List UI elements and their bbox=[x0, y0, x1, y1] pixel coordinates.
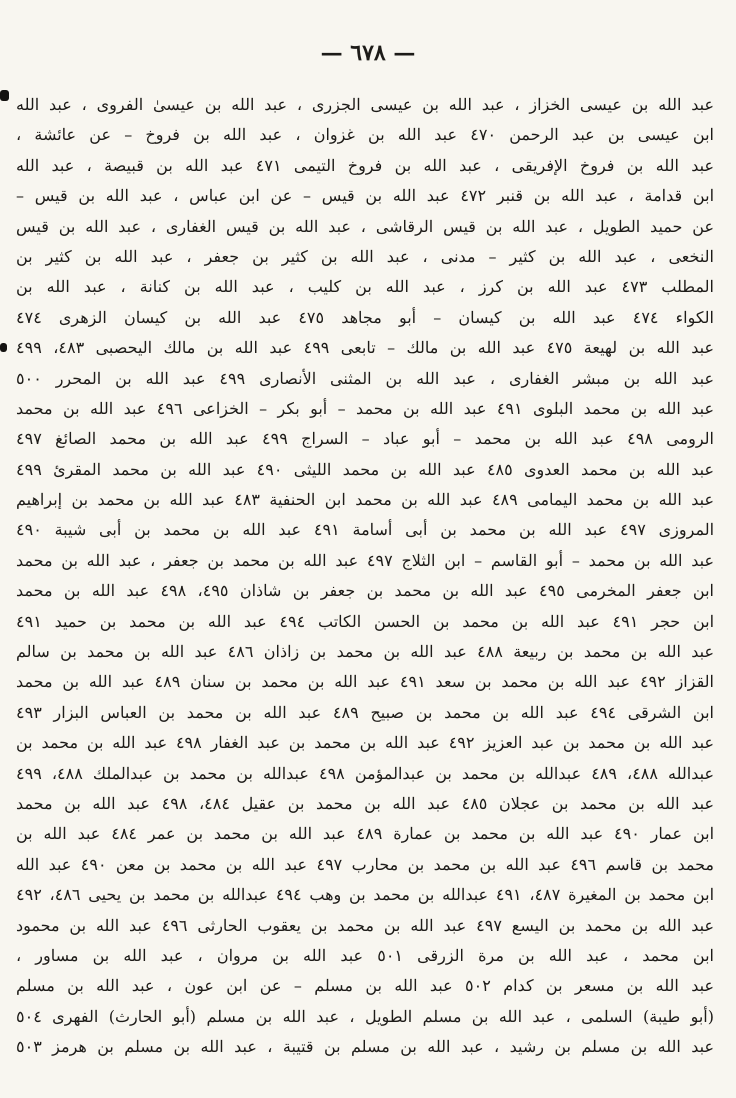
text-line: عبد الله بن محمد بن عجلان ٤٨٥ عبد الله بن محمد بن عقيل ٤٨٤، ٤٩٨ عبد الله بن محمد bbox=[16, 793, 714, 813]
text-line: عبد الله بن لهيعة ٤٧٥ عبد الله بن مالك – تابعى ٤٩٩ عبد الله بن مالك اليحصبى ٤٨٣، ٤٩٩ bbox=[16, 338, 714, 358]
text-line: المروزى ٤٩٧ عبد الله بن محمد بن أبى أسامة ٤٩١ عبد الله بن محمد بن أبى شيبة ٤٩٠ bbox=[16, 520, 714, 540]
text-line: ابن قدامة ، عبد الله بن قنبر ٤٧٢ عبد الله بن قيس – عن ابن عباس ، عبد الله بن قيس – bbox=[16, 186, 714, 206]
text-line: عبد الله بن محمد بن ربيعة ٤٨٨ عبد الله بن محمد بن زاذان ٤٨٦ عبد الله بن محمد بن سالم bbox=[16, 642, 714, 662]
page-number: — ٦٧٨ — bbox=[320, 40, 416, 66]
text-line: ابن محمد ، عبد الله بن مرة الزرقى ٥٠١ عبد الله بن مروان ، عبد الله بن مساور ، bbox=[16, 945, 714, 965]
margin-ink-mark bbox=[0, 90, 9, 101]
text-line: محمد بن قاسم ٤٩٦ عبد الله بن محمد بن محارب ٤٩٧ عبد الله بن محمد بن معن ٤٩٠ عبد الله bbox=[16, 854, 714, 874]
text-line: عن حميد الطويل ، عبد الله بن قيس الرقاشى ، عبد الله بن قيس الغفارى ، عبد الله بن قيس bbox=[16, 216, 714, 236]
index-text-block bbox=[16, 90, 714, 1063]
text-line: القزاز ٤٩٢ عبد الله بن محمد بن سعد ٤٩١ عبد الله بن محمد بن سنان ٤٨٩ عبد الله بن محمد bbox=[16, 672, 714, 692]
text-line: ابن عيسى بن عبد الرحمن ٤٧٠ عبد الله بن غزوان ، عبد الله بن فروخ – عن عائشة ، bbox=[16, 125, 714, 145]
margin-ink-mark bbox=[0, 343, 7, 352]
text-line: عبد الله بن عيسى الخزاز ، عبد الله بن عيسى الجزرى ، عبد الله بن عيسىٰ الفروى ، عبد الله bbox=[16, 95, 714, 114]
text-line: ابن حجر ٤٩١ عبد الله بن محمد بن الحسن الكاتب ٤٩٤ عبد الله بن محمد بن حميد ٤٩١ bbox=[16, 611, 714, 631]
text-line: عبد الله بن مسعر بن كدام ٥٠٢ عبد الله بن مسلم – عن ابن عون ، عبد الله بن مسلم bbox=[16, 976, 714, 996]
text-line: عبدالله ٤٨٨، ٤٨٩ عبدالله بن محمد بن عبدالمؤمن ٤٩٨ عبدالله بن محمد بن عبدالملك ٤٨٨، ٤٩٩ bbox=[16, 763, 714, 783]
text-line: ابن جعفر المخرمى ٤٩٥ عبد الله بن محمد بن جعفر بن شاذان ٤٩٥، ٤٩٨ عبد الله بن محمد bbox=[16, 581, 714, 601]
text-line: الكواء ٤٧٤ عبد الله بن كيسان – أبو مجاهد ٤٧٥ عبد الله بن كيسان الزهرى ٤٧٤ bbox=[16, 307, 714, 327]
text-line: ابن محمد بن المغيرة ٤٨٧، ٤٩١ عبدالله بن محمد بن وهب ٤٩٤ عبدالله بن محمد بن يحيى ٤٨٦، ٤٩٢ bbox=[16, 885, 714, 905]
text-line: عبد الله بن محمد البلوى ٤٩١ عبد الله بن محمد – أبو بكر – الخزاعى ٤٩٦ عبد الله بن محمد bbox=[16, 398, 714, 418]
text-line: عبد الله بن محمد اليمامى ٤٨٩ عبد الله بن محمد ابن الحنفية ٤٨٣ عبد الله بن محمد بن إبراهيم bbox=[16, 490, 714, 510]
text-line: عبد الله بن محمد بن اليسع ٤٩٧ عبد الله بن محمد بن يعقوب الحارثى ٤٩٦ عبد الله بن محمود bbox=[16, 915, 714, 935]
text-line: ابن عمار ٤٩٠ عبد الله بن محمد بن عمارة ٤٨٩ عبد الله بن محمد بن عمر ٤٨٤ عبد الله بن bbox=[16, 824, 714, 844]
text-line: عبد الله بن محمد – أبو القاسم – ابن الثلاج ٤٩٧ عبد الله بن محمد بن جعفر ، عبد الله بن محمد bbox=[16, 550, 714, 570]
text-line: ابن الشرقى ٤٩٤ عبد الله بن محمد بن صبيح ٤٨٩ عبد الله بن محمد بن العباس البزار ٤٩٣ bbox=[16, 702, 714, 722]
text-line: النخعى ، عبد الله بن كثير – مدنى ، عبد الله بن كثير بن جعفر ، عبد الله بن كثير بن bbox=[16, 246, 714, 266]
text-line: عبد الله بن محمد العدوى ٤٨٥ عبد الله بن محمد الليثى ٤٩٠ عبد الله بن محمد المقرئ ٤٩٩ bbox=[16, 459, 714, 479]
text-line: عبد الله بن مسلم بن رشيد ، عبد الله بن مسلم بن قتيبة ، عبد الله بن مسلم بن هرمز ٥٠٣ bbox=[16, 1037, 714, 1057]
text-line: (أبو طيبة) السلمى ، عبد الله بن مسلم الطويل ، عبد الله بن مسلم (أبو الحارث) الفهرى ٥٠٤ bbox=[16, 1006, 714, 1026]
text-line: الرومى ٤٩٨ عبد الله بن محمد – أبو عباد – السراج ٤٩٩ عبد الله بن محمد الصائغ ٤٩٧ bbox=[16, 429, 714, 449]
text-line: عبد الله بن محمد بن عبد العزيز ٤٩٢ عبد الله بن محمد بن عبد الغفار ٤٩٨ عبد الله بن محمد بن bbox=[16, 733, 714, 753]
text-line: عبد الله بن مبشر الغفارى ، عبد الله بن المثنى الأنصارى ٤٩٩ عبد الله بن المحرر ٥٠٠ bbox=[16, 368, 714, 388]
text-line: المطلب ٤٧٣ عبد الله بن كرز ، عبد الله بن كليب ، عبد الله بن كنانة ، عبد الله بن bbox=[16, 277, 714, 297]
text-line: عبد الله بن فروخ الإفريقى ، عبد الله بن فروخ التيمى ٤٧١ عبد الله بن قبيصة ، عبد الله bbox=[16, 155, 714, 175]
